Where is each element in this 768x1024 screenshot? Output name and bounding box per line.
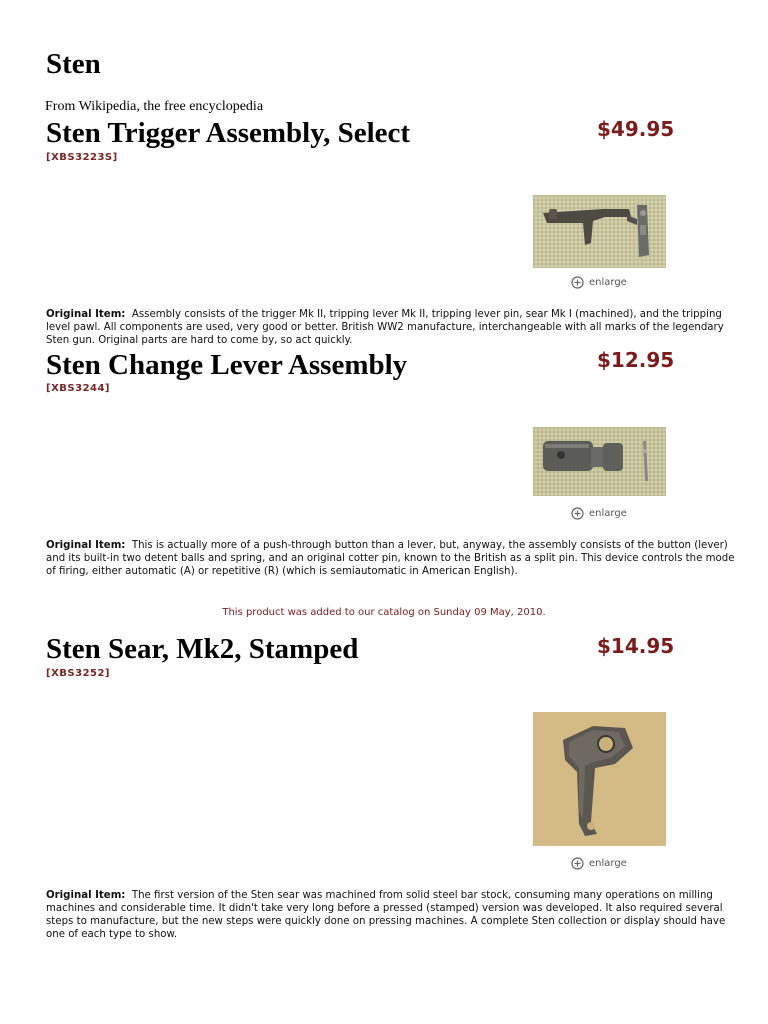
- product-title[interactable]: Sten Change Lever Assembly: [46, 349, 408, 381]
- product-sku: [XBS3252]: [46, 668, 111, 679]
- page-title: Sten: [46, 48, 101, 80]
- description-text: This is actually more of a push-through button than a lever, but, anyway, the assembly consists of the button (lever) and its built-in two detent balls and spring, and an original cotter pin, known to the British as a split pin. This device controls the mode of firing, either automatic (A) or repetitive (R) (which is semiautomatic in American English).: [46, 540, 735, 577]
- product-title[interactable]: Sten Sear, Mk2, Stamped: [46, 633, 359, 665]
- product-description: [46, 308, 736, 347]
- product-image-trigger-assembly[interactable]: [533, 195, 666, 268]
- magnify-plus-icon: [571, 857, 584, 870]
- product-price: $49.95: [597, 117, 675, 141]
- enlarge-label: enlarge: [589, 277, 627, 288]
- magnify-plus-icon: [571, 276, 584, 289]
- description-text: Assembly consists of the trigger Mk II, tripping lever Mk II, tripping lever pin, sear Mk I (machined), and the tripping level pawl. All components are used, very good or better. British WW2 manufacture, interchangeable with all marks of the legendary Sten gun. Original parts are hard to come by, so act quickly.: [46, 309, 724, 346]
- product-sku: [XBS3223S]: [46, 152, 118, 163]
- description-text: The first version of the Sten sear was machined from solid steel bar stock, consuming many operations on milling machines and considerable time. It didn't take very long before a pressed (stamped) version was developed. It also required several steps to manufacture, but the new steps were quickly done on pressing machines. A complete Sten collection or display should have one of each type to show.: [46, 890, 726, 940]
- catalog-date-note: This product was added to our catalog on Sunday 09 May, 2010.: [222, 607, 546, 618]
- description-label: Original Item:: [46, 540, 126, 551]
- product-description: [46, 889, 736, 941]
- trigger-assembly-photo: [533, 195, 666, 268]
- enlarge-label: enlarge: [589, 858, 627, 869]
- description-label: Original Item:: [46, 309, 126, 320]
- enlarge-link[interactable]: [571, 276, 627, 289]
- magnify-plus-icon: [571, 507, 584, 520]
- enlarge-label: enlarge: [589, 508, 627, 519]
- product-image-sear-mk2[interactable]: [533, 712, 666, 846]
- sear-mk2-photo: [533, 712, 666, 846]
- enlarge-link[interactable]: [571, 507, 627, 520]
- page-subtitle: From Wikipedia, the free encyclopedia: [45, 99, 264, 114]
- product-price: $14.95: [597, 634, 675, 658]
- product-title[interactable]: Sten Trigger Assembly, Select: [46, 117, 411, 149]
- product-sku: [XBS3244]: [46, 383, 111, 394]
- product-description: [46, 539, 736, 578]
- product-price: $12.95: [597, 348, 675, 372]
- product-image-change-lever[interactable]: [533, 427, 666, 496]
- description-label: Original Item:: [46, 890, 126, 901]
- change-lever-photo: [533, 427, 666, 496]
- enlarge-link[interactable]: [571, 857, 627, 870]
